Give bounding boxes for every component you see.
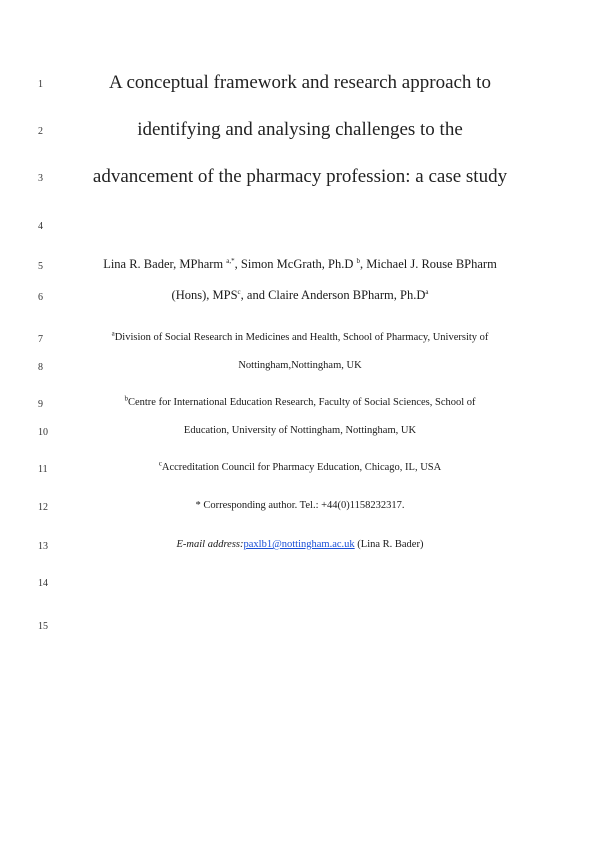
affiliation-a-line-1 <box>60 329 540 343</box>
affiliation-marker: c <box>158 459 162 468</box>
affiliation-a-line-2: Nottingham,Nottingham, UK <box>238 360 362 371</box>
line-number: 6 <box>38 292 43 303</box>
affiliation-marker: c <box>237 287 241 296</box>
affiliation-text: Accreditation Council for Pharmacy Education, Chicago, IL, USA <box>161 462 442 473</box>
email-label: E-mail address: <box>176 539 244 550</box>
author-name: , Michael J. Rouse BPharm <box>360 257 497 271</box>
affiliation-text: Centre for International Education Research, Faculty of Social Sciences, School of <box>127 397 476 408</box>
email-line <box>60 539 540 550</box>
line-number: 3 <box>38 173 43 184</box>
line-number: 12 <box>38 502 48 513</box>
email-owner: (Lina R. Bader) <box>354 539 424 550</box>
affiliation-b-line-1 <box>60 394 540 408</box>
affiliation-c-line-1 <box>60 459 540 473</box>
affiliation-marker: a <box>111 329 115 338</box>
line-number: 10 <box>38 427 48 438</box>
line-number: 8 <box>38 362 43 373</box>
line-number: 15 <box>38 621 48 632</box>
paper-title-line-1: A conceptual framework and research approach to <box>109 72 491 93</box>
author-name: Lina R. Bader, MPharm <box>103 257 227 271</box>
corresponding-author: * Corresponding author. Tel.: +44(0)1158232317. <box>195 500 405 511</box>
author-credentials: (Hons), MPS <box>171 288 238 302</box>
email-link[interactable]: paxlb1@nottingham.ac.uk <box>243 539 355 550</box>
affiliation-marker: b <box>356 256 361 265</box>
author-line-1 <box>60 257 540 272</box>
line-number: 13 <box>38 541 48 552</box>
affiliation-marker: b <box>124 394 128 403</box>
line-number: 5 <box>38 261 43 272</box>
line-number: 7 <box>38 334 43 345</box>
affiliation-marker: a <box>425 287 429 296</box>
line-number: 2 <box>38 126 43 137</box>
affiliation-text: Division of Social Research in Medicines and Health, School of Pharmacy, University of <box>114 332 489 343</box>
paper-title-line-3: advancement of the pharmacy profession: a case study <box>92 166 508 187</box>
line-number: 4 <box>38 221 43 232</box>
affiliation-marker: a,* <box>226 256 235 265</box>
line-number: 9 <box>38 399 43 410</box>
line-number: 11 <box>38 464 48 475</box>
paper-title-line-2: identifying and analysing challenges to the <box>137 119 463 140</box>
affiliation-b-line-2: Education, University of Nottingham, Nottingham, UK <box>183 425 417 436</box>
author-line-2 <box>60 288 540 303</box>
line-number: 14 <box>38 578 48 589</box>
author-name: , Simon McGrath, Ph.D <box>234 257 357 271</box>
line-number: 1 <box>38 79 43 90</box>
author-name: , and Claire Anderson BPharm, Ph.D <box>240 288 426 302</box>
